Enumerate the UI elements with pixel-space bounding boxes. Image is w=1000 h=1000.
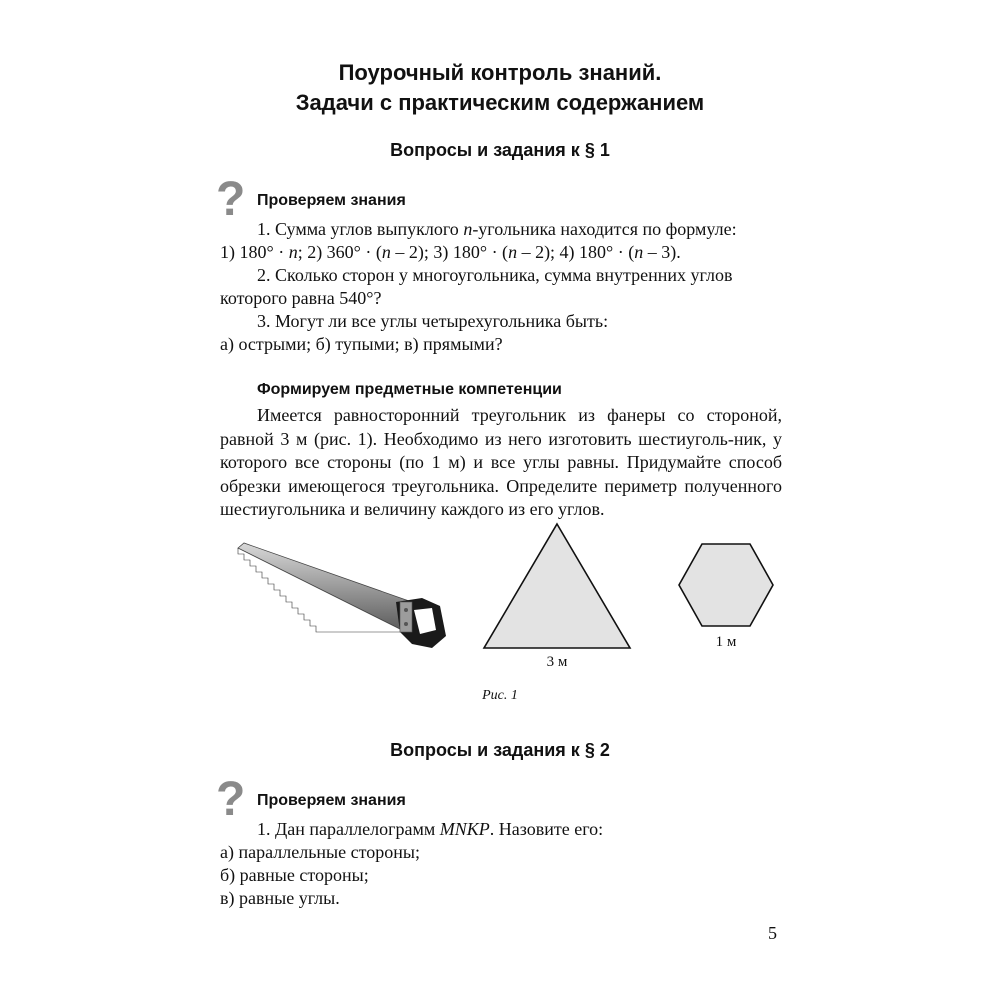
question-mark-icon-2: ? xyxy=(216,773,246,826)
s1-q3-line2: а) острыми; б) тупыми; в) прямыми? xyxy=(220,334,503,354)
section-2-check-heading: Проверяем знания xyxy=(257,792,406,809)
saw-icon xyxy=(236,540,450,656)
s2-opt-b: б) равные стороны; xyxy=(220,865,369,885)
s2-q1-line: 1. Дан параллелограмм MNKP. Назовите его: xyxy=(257,819,604,839)
question-mark-icon: ? xyxy=(216,173,246,226)
triangle-figure xyxy=(482,522,632,650)
s1-q1-options: 1) 180° · n; 2) 360° · (n – 2); 3) 180° · (n – 2); 4) 180° · (n – 3). xyxy=(220,242,681,262)
s1-q2-line2: которого равна 540°? xyxy=(220,288,382,308)
page-number: 5 xyxy=(768,923,777,943)
page-title-line-2: Задачи с практическим содержанием xyxy=(295,90,705,115)
s2-opt-a: а) параллельные стороны; xyxy=(220,842,420,862)
s1-q2-line1: 2. Сколько сторон у многоугольника, сумма внутренних углов xyxy=(257,265,733,285)
hexagon-label: 1 м xyxy=(715,634,737,650)
competence-paragraph: Имеется равносторонний треугольник из фанеры со стороной, равной 3 м (рис. 1). Необходимо из него изготовить шестиуголь-ник, у которого все стороны (по 1 м) и все углы равны. Придумайте способ обрезки имеющегося треугольника. Определите периметр полученного шестиугольника и величину каждого из его углов. xyxy=(220,405,782,519)
competence-heading: Формируем предметные компетенции xyxy=(257,381,562,398)
s2-opt-c: в) равные углы. xyxy=(220,888,340,908)
section-1-check-heading: Проверяем знания xyxy=(257,192,406,209)
section-2-heading: Вопросы и задания к § 2 xyxy=(390,740,610,760)
hexagon-figure xyxy=(677,542,775,628)
s1-q1-line1: 1. Сумма углов выпуклого n-угольника находится по формуле: xyxy=(257,219,737,239)
s1-q3-line1: 3. Могут ли все углы четырехугольника быть: xyxy=(257,311,609,331)
page-title-line-1: Поурочный контроль знаний. xyxy=(338,60,662,85)
section-1-heading: Вопросы и задания к § 1 xyxy=(390,140,610,160)
figure-caption: Рис. 1 xyxy=(482,688,518,703)
triangle-label: 3 м xyxy=(546,654,568,670)
